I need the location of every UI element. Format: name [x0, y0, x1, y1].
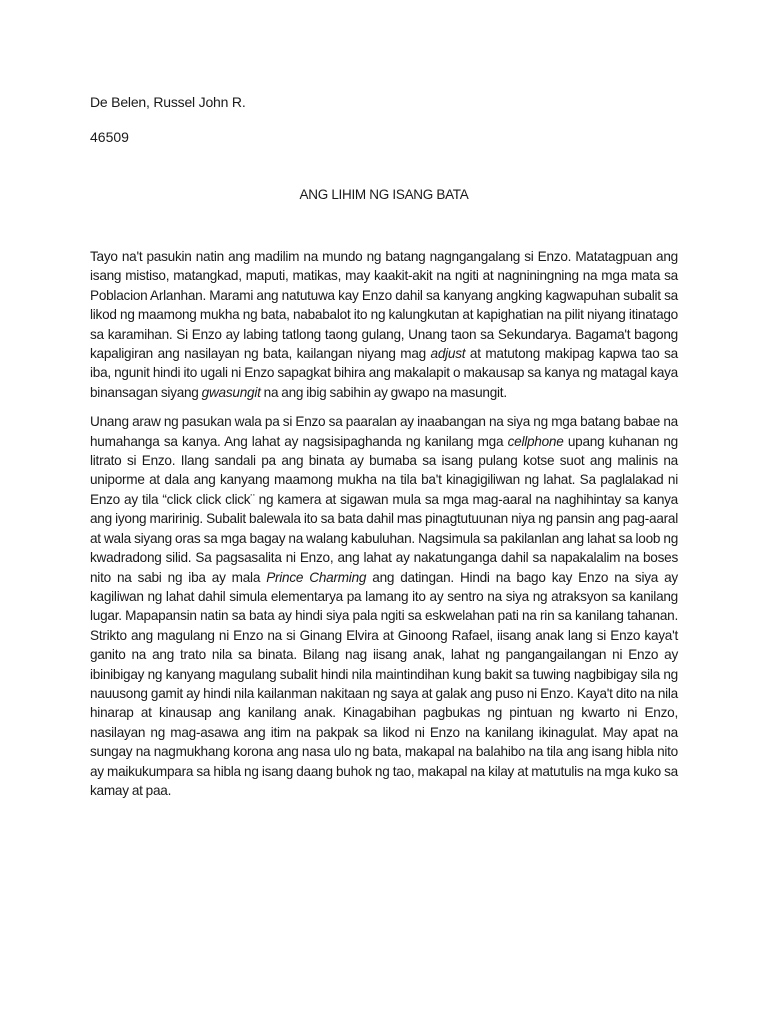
paragraph	[90, 247, 678, 402]
document-page	[90, 0, 678, 1024]
italic-term: Prince Charming	[266, 569, 367, 585]
paragraph-text: Unang araw ng pasukan wala pa si Enzo sa paaralan ay inaabangan na siya ng mga batang babae na humahanga sa kanya. Ang lahat ay nagsisipaghanda ng kanilang mga	[90, 414, 678, 449]
italic-term: gwasungit	[201, 384, 261, 400]
paragraph-text: upang kuhanan ng litrato si Enzo. Ilang sandali pa ang binata ay bumaba sa isang pulang kotse suot ang malinis na uniporme at dala ang kanyang maamong mukha na tila ba't kinagigiliwan ng lahat. Sa paglalakad ni Enzo ay tila “click click click¨ ng kamera at sigawan mula sa mga mag-aaral na naghihintay sa kanya ang iyong maririnig. Subalit balewala ito sa bata dahil mas pinagtutuunan niya ng pansin ang pag-aaral at wala siyang oras sa mga bagay na walang kabuluhan. Nagsimula sa pakilanlan ang lahat sa loob ng kwadradong silid. Sa pagsasalita ni Enzo, ang lahat ay nakatunganga dahil sa napakalalim na boses nito na sabi ng iba ay mala	[90, 433, 678, 585]
paragraph-text: ang datingan. Hindi na bago kay Enzo na siya ay kagiliwan ng lahat dahil simula elementarya pa lamang ito ay sentro na siya ng atraksyon sa kanilang lugar. Mapapansin natin sa bata ay hindi siya pala ngiti sa eskwelahan pati na rin sa kanilang tahanan. Strikto ang magulang ni Enzo na si Ginang Elvira at Ginoong Rafael, iisang anak lang si Enzo kaya't ganito na ang trato nila sa binata. Bilang nag iisang anak, lahat ng pangangailangan ni Enzo ay ibinibigay ng kanyang magulang subalit hindi nila maintindihan kung bakit sa tuwing nagbibigay sila ng nauusong gamit ay hindi nila kailanman nakitaan ng saya at galak ang puso ni Enzo. Kaya't dito na nila hinarap at kinausap ang kanilang anak. Kinagabihan pagbukas ng pintuan ng kwarto ni Enzo, nasilayan ng mag-asawa ang itim na pakpak sa likod ni Enzo na kanilang ikinagulat. May apat na sungay na nagmukhang korona ang nasa ulo ng bata, makapal na balahibo na tila ang isang hibla nito ay maikukumpara sa hibla ng isang daang buhok ng tao, makapal na kilay at matutulis na mga kuko sa kamay at paa.	[90, 569, 678, 798]
author-name: De Belen, Russel John R.	[90, 94, 246, 110]
paragraph-text: na ang ibig sabihin ay gwapo na masungit.	[260, 384, 507, 400]
italic-term: cellphone	[507, 433, 564, 449]
student-id: 46509	[90, 129, 129, 145]
paragraph-text: Tayo na't pasukin natin ang madilim na mundo ng batang nagngangalang si Enzo. Matatagpuan ang isang mistiso, matangkad, maputi, matikas, may kaakit-akit na ngiti at nagniningning na mga mata sa Poblacion Arlanhan. Marami ang natutuwa kay Enzo dahil sa kanyang angking kagwapuhan subalit sa likod ng maamong mukha ng bata, nababalot ito ng kalungkutan at kapighatian na pilit niyang itinatago sa karamihan. Si Enzo ay labing tatlong taong gulang, Unang taon sa Sekundarya. Bagama't bagong kapaligiran ang nasilayan ng bata, kailangan niyang mag	[90, 249, 678, 362]
essay-title: ANG LIHIM NG ISANG BATA	[299, 187, 469, 202]
essay-body	[90, 247, 678, 810]
paragraph-text: at matutong makipag kapwa tao sa iba, ngunit hindi ito ugali ni Enzo sapagkat bihira ang makalapit o makausap sa kanya ng matagal kaya binansagan siyang	[90, 346, 678, 400]
italic-term: adjust	[430, 346, 466, 362]
paragraph	[90, 412, 678, 800]
